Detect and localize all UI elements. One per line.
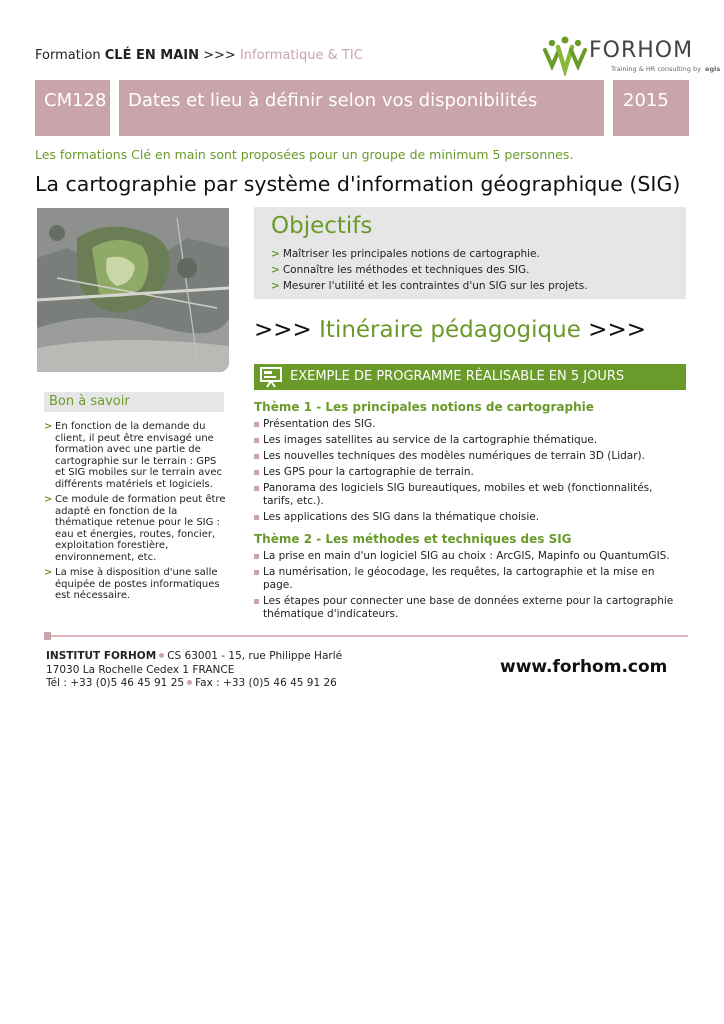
theme-1-list [254, 418, 686, 527]
separator-dot-icon [187, 680, 192, 685]
footer-divider [44, 635, 688, 637]
forhom-figures-icon [543, 36, 587, 76]
breadcrumb-highlight: CLÉ EN MAIN [104, 48, 199, 63]
page-title: La cartographie par système d'information géographique (SIG) [35, 172, 681, 196]
institute-name: INSTITUT FORHOM [46, 650, 157, 662]
list-item: > Maîtriser les principales notions de cartographie. [271, 248, 540, 260]
address-line-2: 17030 La Rochelle Cedex 1 FRANCE [46, 663, 235, 676]
list-item: > Mesurer l'utilité et les contraintes d'un SIG sur les projets. [271, 280, 588, 292]
itineraire-suffix: >>> [588, 317, 646, 343]
list-item: > Connaître les méthodes et techniques des SIG. [271, 264, 530, 276]
separator-dot-icon [159, 653, 164, 658]
bullet-square-icon [254, 486, 259, 491]
breadcrumb-prefix: Formation [35, 48, 101, 63]
objectifs-section [254, 207, 686, 299]
theme-2-list [254, 550, 686, 624]
arrow-icon: > [271, 280, 280, 292]
group-notice: Les formations Clé en main sont proposées pour un groupe de minimum 5 personnes. [35, 147, 574, 162]
list-item: > Ce module de formation peut être adapté en fonction de la thématique retenue pour le SIG : eau et énergies, routes, foncier, exploitation forestière, environnement, etc. [44, 494, 226, 563]
arrow-icon: > [44, 494, 53, 505]
example-program-label: EXEMPLE DE PROGRAMME RÉALISABLE EN 5 JOURS [290, 369, 625, 384]
course-dates: Dates et lieu à définir selon vos disponibilités [119, 80, 604, 136]
course-year: 2015 [613, 80, 689, 136]
arrow-icon: > [44, 567, 53, 578]
aerial-map-photo [37, 208, 229, 372]
egis-logo: egis [705, 65, 721, 73]
address-line-1: CS 63001 - 15, rue Philippe Harlé [167, 650, 343, 662]
list-item: Les applications des SIG dans la thématique choisie. [254, 511, 686, 524]
bullet-square-icon [254, 454, 259, 459]
objectifs-list [271, 246, 588, 294]
forhom-logo [543, 34, 721, 78]
arrow-icon: > [271, 248, 280, 260]
list-item: La prise en main d'un logiciel SIG au choix : ArcGIS, Mapinfo ou QuantumGIS. [254, 550, 686, 563]
bullet-square-icon [254, 570, 259, 575]
list-item: La numérisation, le géocodage, les requêtes, la cartographie et la mise en page. [254, 566, 686, 592]
bon-a-savoir-list [44, 421, 228, 606]
course-code: CM128 [35, 80, 110, 136]
list-item: Les nouvelles techniques des modèles numériques de terrain 3D (Lidar). [254, 450, 686, 463]
bon-a-savoir-title: Bon à savoir [49, 394, 130, 409]
list-item: Présentation des SIG. [254, 418, 686, 431]
list-item: Panorama des logiciels SIG bureautiques, mobiles et web (fonctionnalités, tarifs, etc.). [254, 482, 686, 508]
bullet-square-icon [254, 470, 259, 475]
logo-word: FORHOM [589, 38, 694, 63]
website-link[interactable]: www.forhom.com [500, 657, 668, 677]
breadcrumb [35, 48, 363, 63]
list-item: Les images satellites au service de la cartographie thématique. [254, 434, 686, 447]
list-item: > En fonction de la demande du client, il peut être envisagé une formation avec une partie de cartographie sur le terrain : GPS et SIG mobiles sur le terrain avec différents matériels et logiciels. [44, 421, 222, 490]
theme-1-title: Thème 1 - Les principales notions de cartographie [254, 400, 594, 414]
bullet-square-icon [254, 438, 259, 443]
list-item: Les GPS pour la cartographie de terrain. [254, 466, 686, 479]
bullet-square-icon [254, 554, 259, 559]
breadcrumb-separator: >>> [203, 48, 236, 63]
presentation-board-icon [259, 366, 283, 388]
itineraire-title: Itinéraire pédagogique [319, 317, 581, 343]
breadcrumb-category[interactable]: Informatique & TIC [239, 48, 363, 63]
itineraire-heading [254, 317, 646, 343]
list-item: Les étapes pour connecter une base de données externe pour la cartographie thématique d'indicateurs. [254, 595, 686, 621]
itineraire-prefix: >>> [254, 317, 312, 343]
arrow-icon: > [271, 264, 280, 276]
footer-marker [44, 632, 51, 640]
logo-tagline: Training & HR consulting by egis [611, 65, 721, 73]
bullet-square-icon [254, 515, 259, 520]
bullet-square-icon [254, 422, 259, 427]
list-item: > La mise à disposition d'une salle équipée de postes informatiques est nécessaire. [44, 567, 220, 601]
bon-a-savoir-header [44, 392, 224, 412]
objectifs-title: Objectifs [271, 213, 373, 239]
arrow-icon: > [44, 421, 53, 432]
theme-2-title: Thème 2 - Les méthodes et techniques des SIG [254, 532, 572, 546]
fax-number: Fax : +33 (0)5 46 45 91 26 [195, 677, 337, 689]
footer-address [46, 650, 342, 691]
bullet-square-icon [254, 599, 259, 604]
example-program-bar [254, 364, 686, 390]
phone-number: Tél : +33 (0)5 46 45 91 25 [46, 677, 185, 689]
